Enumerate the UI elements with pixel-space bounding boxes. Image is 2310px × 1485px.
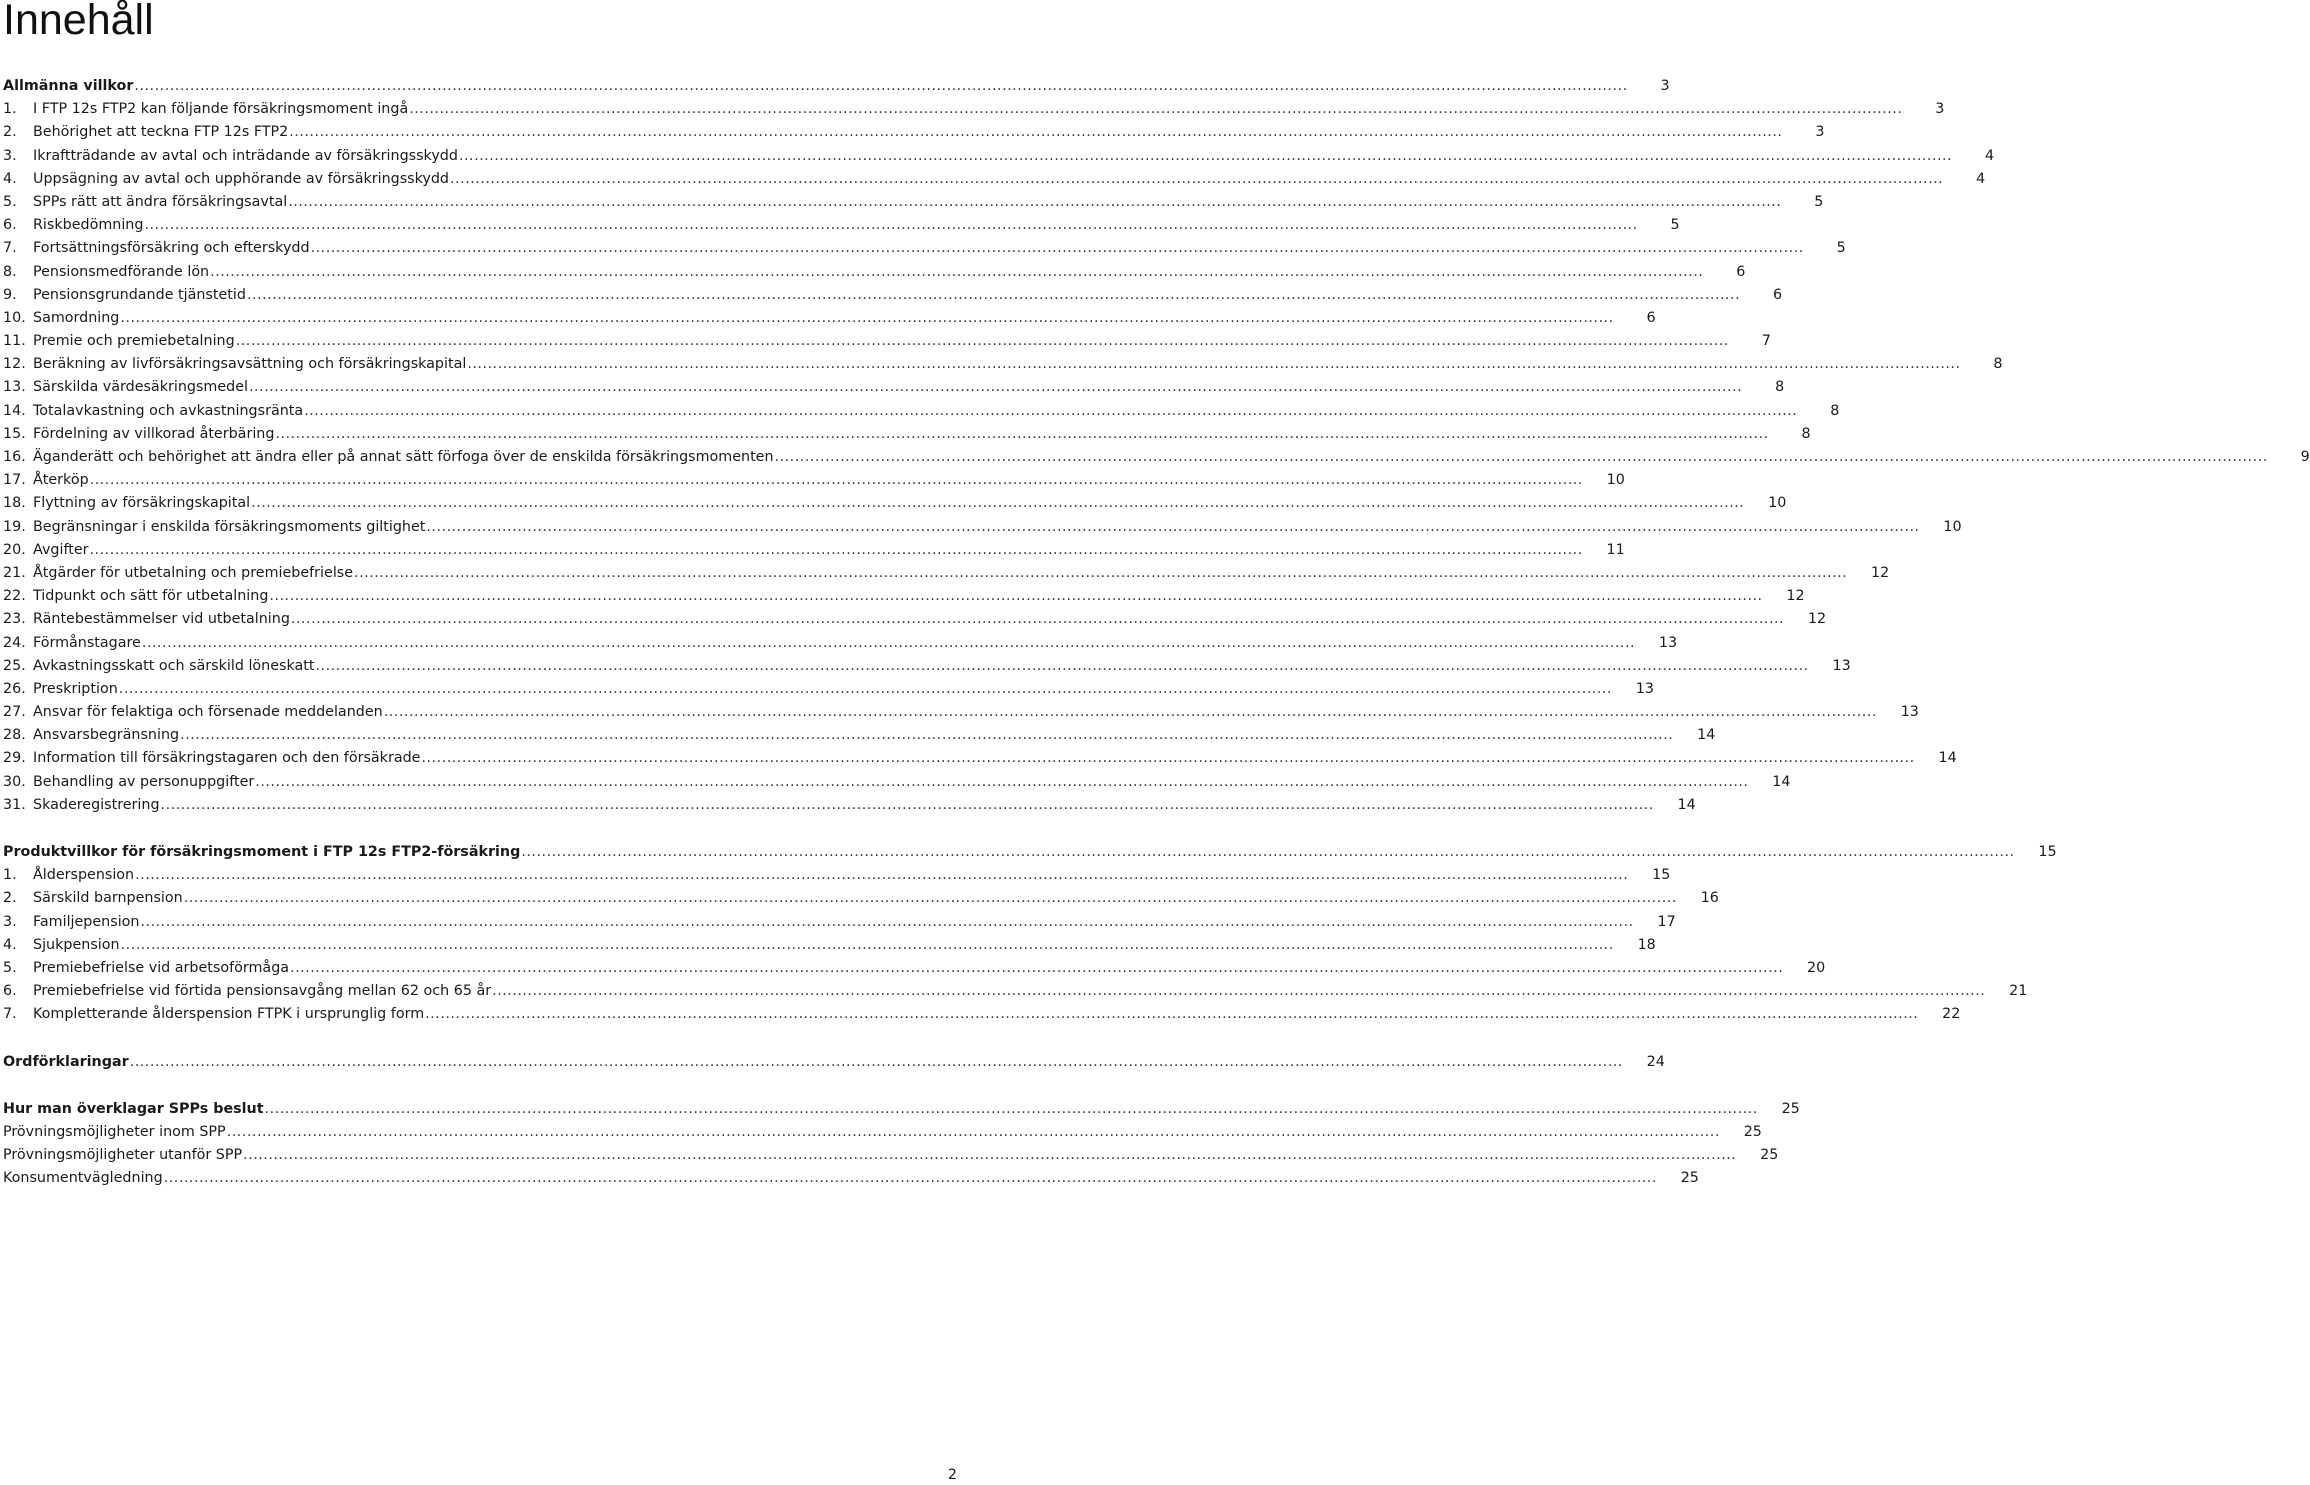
toc-entry-label: Sjukpension (33, 936, 120, 953)
toc-entry-number: 22. (3, 588, 26, 605)
toc-entry-number: 6. (3, 983, 17, 1000)
toc-page-number: 14 (1697, 727, 1716, 744)
toc-entry-label: Konsumentvägledning (3, 1170, 163, 1187)
toc-entry[interactable] (3, 168, 1986, 191)
toc-entry[interactable] (3, 98, 1945, 121)
toc-page-number: 8 (1830, 402, 1840, 419)
toc-entry-number: 19. (3, 518, 26, 535)
toc-page-number: 8 (1801, 425, 1811, 442)
toc-entry[interactable] (3, 1167, 1699, 1190)
toc-page-number: 21 (2009, 983, 2028, 1000)
toc-entry[interactable] (3, 1003, 1961, 1026)
toc-entry[interactable] (3, 887, 1719, 910)
toc-page-number: 4 (1976, 170, 1986, 187)
toc-section (3, 841, 2057, 1027)
dot-leader (467, 353, 1960, 376)
dot-leader (289, 121, 1782, 144)
toc-entry[interactable] (3, 585, 1805, 608)
toc-entry-number: 31. (3, 796, 26, 813)
toc-page-number: 8 (1775, 379, 1785, 396)
toc-page-number: 5 (1670, 217, 1680, 234)
toc-entry[interactable] (3, 747, 1957, 770)
toc-page-number: 4 (1985, 147, 1995, 164)
toc-entry[interactable] (3, 284, 1783, 307)
dot-leader (775, 446, 2268, 469)
toc-page-number: 13 (1635, 680, 1654, 697)
toc-entry-label: Skaderegistrering (33, 796, 160, 813)
toc-page-number: 9 (2300, 449, 2310, 465)
toc-entry-number: 7. (3, 240, 17, 257)
dot-leader (521, 841, 2014, 864)
table-of-contents (3, 75, 2310, 1214)
dot-leader (354, 562, 1847, 585)
toc-entry[interactable] (3, 1121, 1762, 1144)
toc-entry[interactable] (3, 632, 1678, 655)
toc-entry[interactable] (3, 701, 1919, 724)
dot-leader (425, 1003, 1918, 1026)
page-title: Innehåll (3, 0, 154, 44)
toc-entry-label: Pensionsmedförande lön (33, 263, 210, 280)
dot-leader (236, 330, 1729, 353)
toc-entry-label: Behandling av personuppgifter (33, 773, 255, 790)
dot-leader (161, 794, 1654, 817)
toc-entry[interactable] (3, 353, 2003, 376)
toc-page-number: 25 (1781, 1100, 1800, 1117)
toc-heading-label: Allmänna villkor (3, 78, 134, 94)
toc-page-number: 10 (1768, 495, 1787, 512)
toc-entry-number: 10. (3, 309, 26, 326)
toc-heading[interactable] (3, 75, 1670, 98)
toc-entry-label: Kompletterande ålderspension FTPK i ursprunglig form (33, 1006, 425, 1023)
dot-leader (384, 701, 1877, 724)
dot-leader (135, 864, 1628, 887)
toc-entry[interactable] (3, 678, 1654, 701)
toc-entry[interactable] (3, 771, 1791, 794)
toc-page-number: 13 (1832, 657, 1851, 674)
toc-heading[interactable] (3, 841, 2057, 864)
toc-entry[interactable] (3, 492, 1787, 515)
toc-heading-label: Hur man överklagar SPPs beslut (3, 1100, 264, 1117)
toc-entry[interactable] (3, 237, 1846, 260)
dot-leader (144, 214, 1637, 237)
dot-leader (409, 98, 1902, 121)
toc-page-number: 25 (1760, 1147, 1779, 1164)
toc-entry[interactable] (3, 446, 2310, 469)
toc-entry-number: 3. (3, 147, 17, 164)
toc-page-number: 5 (1814, 193, 1824, 210)
toc-entry-number: 17. (3, 472, 26, 489)
dot-leader (142, 632, 1635, 655)
dot-leader (121, 934, 1614, 957)
dot-leader (290, 957, 1783, 980)
toc-entry[interactable] (3, 261, 1746, 284)
toc-entry-number: 8. (3, 263, 17, 280)
toc-entry-label: Ansvarsbegränsning (33, 727, 180, 744)
toc-entry[interactable] (3, 957, 1826, 980)
dot-leader (180, 724, 1673, 747)
toc-entry-label: Särskild barnpension (33, 890, 183, 907)
dot-leader (184, 887, 1677, 910)
toc-entry-label: Fördelning av villkorad återbäring (33, 425, 275, 442)
toc-entry-number: 14. (3, 402, 26, 419)
toc-entry-number: 18. (3, 495, 26, 512)
toc-page-number: 15 (1652, 867, 1671, 884)
toc-heading[interactable] (3, 1098, 1800, 1121)
dot-leader (210, 261, 1703, 284)
toc-heading[interactable] (3, 1051, 1665, 1074)
dot-leader (291, 608, 1784, 631)
toc-entry-label: Premie och premiebetalning (33, 333, 235, 350)
dot-leader (421, 747, 1914, 770)
toc-entry-label: Tidpunkt och sätt för utbetalning (33, 588, 269, 605)
toc-entry-label: Återköp (33, 472, 89, 489)
toc-entry-number: 16. (3, 449, 26, 465)
toc-entry-number: 27. (3, 704, 26, 721)
toc-entry-label: Beräkning av livförsäkringsavsättning och försäkringskapital (33, 356, 467, 373)
toc-entry-number: 24. (3, 634, 26, 651)
dot-leader (492, 980, 1985, 1003)
dot-leader (164, 1167, 1657, 1190)
toc-entry-number: 5. (3, 193, 17, 210)
toc-page-number: 20 (1807, 959, 1826, 976)
dot-leader (134, 75, 1627, 98)
toc-entry-number: 2. (3, 124, 17, 141)
toc-page-number: 12 (1871, 564, 1890, 581)
toc-entry-number: 2. (3, 890, 17, 907)
toc-entry-number: 5. (3, 959, 17, 976)
toc-entry-label: Riskbedömning (33, 217, 144, 234)
toc-entry-label: SPPs rätt att ändra försäkringsavtal (33, 193, 288, 210)
toc-entry[interactable] (3, 539, 1625, 562)
toc-entry[interactable] (3, 400, 1840, 423)
toc-entry-number: 21. (3, 564, 26, 581)
toc-page-number: 14 (1677, 796, 1696, 813)
toc-page-number: 6 (1646, 309, 1656, 326)
toc-entry-number: 4. (3, 936, 17, 953)
toc-page-number: 14 (1772, 773, 1791, 790)
dot-leader (227, 1121, 1720, 1144)
toc-entry-number: 9. (3, 286, 17, 303)
toc-entry[interactable] (3, 191, 1824, 214)
dot-leader (243, 1144, 1736, 1167)
toc-entry-number: 13. (3, 379, 26, 396)
toc-entry-number: 23. (3, 611, 26, 628)
toc-page-number: 11 (1606, 541, 1625, 558)
dot-leader (311, 237, 1804, 260)
toc-page-number: 22 (1942, 1006, 1961, 1023)
toc-entry-number: 15. (3, 425, 26, 442)
toc-entry-label: Ansvar för felaktiga och försenade meddelanden (33, 704, 383, 721)
dot-leader (130, 1051, 1623, 1074)
toc-entry-label: I FTP 12s FTP2 kan följande försäkringsmoment ingå (33, 101, 409, 118)
toc-entry-number: 25. (3, 657, 26, 674)
toc-section (3, 1051, 1665, 1074)
toc-page-number: 13 (1900, 704, 1919, 721)
toc-entry-label: Begränsningar i enskilda försäkringsmoments giltighet (33, 518, 426, 535)
toc-page-number: 18 (1637, 936, 1656, 953)
toc-entry[interactable] (3, 864, 1671, 887)
toc-entry[interactable] (3, 1144, 1779, 1167)
toc-entry[interactable] (3, 330, 1771, 353)
toc-entry[interactable] (3, 423, 1811, 446)
toc-entry-number: 20. (3, 541, 26, 558)
toc-page-number: 3 (1660, 78, 1670, 94)
toc-entry-label: Samordning (33, 309, 120, 326)
toc-entry-label: Uppsägning av avtal och upphörande av försäkringsskydd (33, 170, 450, 187)
toc-entry[interactable] (3, 121, 1825, 144)
toc-section (3, 75, 2310, 817)
toc-page-number: 7 (1761, 333, 1771, 350)
toc-entry-label: Familjepension (33, 913, 140, 930)
toc-entry-label: Information till försäkringstagaren och den försäkrade (33, 750, 421, 767)
toc-section (3, 1098, 1800, 1191)
toc-page-number: 12 (1786, 588, 1805, 605)
toc-entry-label: Ikraftträdande av avtal och inträdande av försäkringsskydd (33, 147, 458, 164)
toc-page-number: 10 (1606, 472, 1625, 489)
dot-leader (315, 655, 1808, 678)
toc-page-number: 12 (1807, 611, 1827, 628)
toc-entry[interactable] (3, 307, 1656, 330)
dot-leader (426, 516, 1919, 539)
toc-entry-label: Särskilda värdesäkringsmedel (33, 379, 248, 396)
toc-page-number: 16 (1700, 890, 1719, 907)
toc-page-number: 13 (1658, 634, 1678, 651)
toc-page-number: 14 (1938, 750, 1957, 767)
toc-page-number: 6 (1736, 263, 1746, 280)
toc-entry-number: 12. (3, 356, 26, 373)
toc-entry[interactable] (3, 655, 1851, 678)
page-number: 2 (947, 1467, 957, 1483)
dot-leader (269, 585, 1762, 608)
toc-entry-number: 30. (3, 773, 26, 790)
toc-page-number: 17 (1657, 913, 1676, 930)
toc-entry-number: 1. (3, 867, 17, 884)
toc-entry-label: Prövningsmöjligheter inom SPP (3, 1123, 226, 1140)
toc-entry[interactable] (3, 794, 1696, 817)
dot-leader (450, 168, 1943, 191)
toc-entry-label: Åtgärder för utbetalning och premiebefrielse (33, 564, 354, 581)
toc-entry-number: 6. (3, 217, 17, 234)
toc-entry-label: Premiebefrielse vid förtida pensionsavgång mellan 62 och 65 år (33, 983, 492, 1000)
toc-entry[interactable] (3, 516, 1962, 539)
toc-entry-number: 28. (3, 727, 26, 744)
toc-entry-number: 7. (3, 1006, 17, 1023)
toc-entry[interactable] (3, 469, 1625, 492)
toc-page-number: 24 (1646, 1053, 1665, 1070)
toc-entry-label: Pensionsgrundande tjänstetid (33, 286, 246, 303)
toc-page-number: 25 (1680, 1170, 1699, 1187)
toc-page-number: 25 (1743, 1123, 1762, 1140)
toc-entry-number: 1. (3, 101, 17, 118)
toc-entry[interactable] (3, 562, 1890, 585)
toc-entry[interactable] (3, 724, 1716, 747)
dot-leader (90, 469, 1583, 492)
toc-entry[interactable] (3, 376, 1785, 399)
dot-leader (120, 307, 1613, 330)
toc-entry[interactable] (3, 608, 1827, 631)
toc-page-number: 3 (1935, 101, 1945, 118)
dot-leader (90, 539, 1583, 562)
toc-entry-label: Avgifter (33, 541, 89, 558)
toc-entry[interactable] (3, 934, 1656, 957)
toc-entry-number: 4. (3, 170, 17, 187)
toc-page-number: 5 (1836, 240, 1846, 257)
toc-entry[interactable] (3, 980, 2028, 1003)
dot-leader (247, 284, 1740, 307)
toc-entry-label: Äganderätt och behörighet att ändra eller på annat sätt förfoga över de enskilda försäkringsmomenten (33, 449, 774, 465)
toc-entry-label: Ålderspension (33, 867, 135, 884)
toc-entry-label: Fortsättningsförsäkring och efterskydd (33, 240, 310, 257)
toc-entry-label: Flyttning av försäkringskapital (33, 495, 251, 512)
dot-leader (288, 191, 1781, 214)
toc-entry-label: Räntebestämmelser vid utbetalning (33, 611, 290, 628)
toc-entry-number: 3. (3, 913, 17, 930)
toc-entry[interactable] (3, 911, 1676, 934)
dot-leader (119, 678, 1612, 701)
toc-entry[interactable] (3, 145, 1995, 168)
toc-entry-number: 11. (3, 333, 26, 350)
dot-leader (140, 911, 1633, 934)
dot-leader (255, 771, 1748, 794)
toc-entry-label: Totalavkastning och avkastningsränta (33, 402, 304, 419)
toc-entry-label: Behörighet att teckna FTP 12s FTP2 (33, 124, 289, 141)
toc-page-number: 3 (1815, 124, 1825, 141)
toc-heading-label: Produktvillkor för försäkringsmoment i FTP 12s FTP2-försäkring (3, 844, 521, 860)
toc-entry-number: 26. (3, 680, 26, 697)
toc-entry-label: Avkastningsskatt och särskild löneskatt (33, 657, 315, 674)
toc-entry-label: Prövningsmöjligheter utanför SPP (3, 1147, 243, 1164)
dot-leader (459, 145, 1952, 168)
toc-page-number: 8 (1993, 356, 2003, 373)
dot-leader (275, 423, 1768, 446)
toc-entry-number: 29. (3, 750, 26, 767)
dot-leader (304, 400, 1797, 423)
toc-entry-label: Förmånstagare (33, 634, 141, 651)
toc-page-number: 15 (2038, 844, 2057, 860)
toc-entry-label: Premiebefrielse vid arbetsoförmåga (33, 959, 290, 976)
dot-leader (265, 1098, 1758, 1121)
toc-page-number: 6 (1773, 286, 1783, 303)
toc-entry-label: Preskription (33, 680, 118, 697)
toc-heading-label: Ordförklaringar (3, 1053, 129, 1070)
dot-leader (251, 492, 1744, 515)
dot-leader (249, 376, 1742, 399)
toc-page-number: 10 (1943, 518, 1962, 535)
toc-entry[interactable] (3, 214, 1680, 237)
